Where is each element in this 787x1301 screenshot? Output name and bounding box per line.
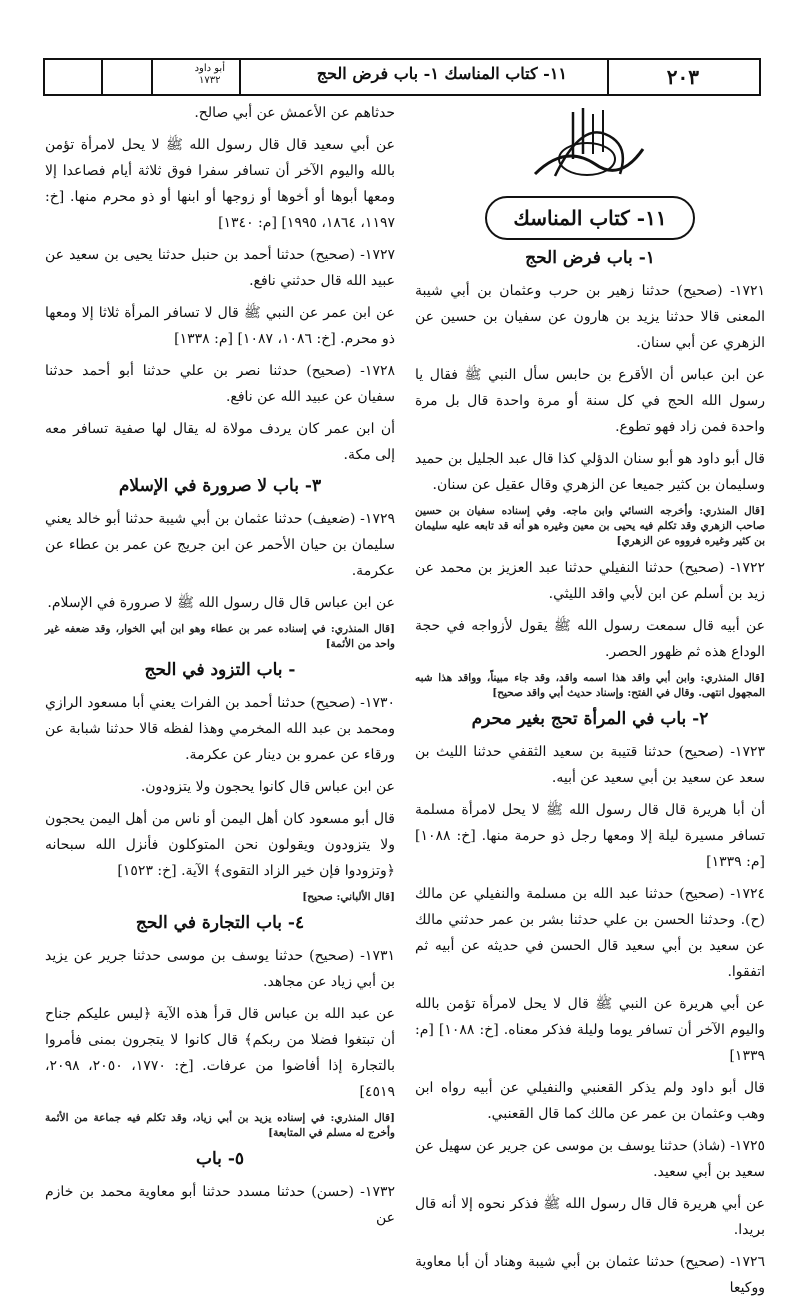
left-column-body [45, 100, 395, 1231]
left-column [45, 100, 395, 1226]
section-heading: ٤- باب التجارة في الحج [135, 913, 305, 933]
header-cell-book [239, 60, 607, 94]
hadith-paragraph: قال أبو داود ولم يذكر القعنبي والنفيلي عن أبيه رواه ابن وهب وعثمان بن عمر عن مالك كما قال القعنبي. [415, 1080, 765, 1122]
hadith-paragraph: ١٧٢٣- (صحيح) حدثنا قتيبة بن سعيد الثقفي حدثنا الليث بن سعد عن سعيد بن أبي سعيد عن أبيه. [415, 744, 765, 786]
hadith-paragraph: ١٧٣٠- (صحيح) حدثنا أحمد بن الفرات يعني أبا مسعود الرازي ومحمد بن عبد الله المخرمي وهذا لفظه قالا حدثنا شبابة عن ورقاء عن عمرو بن دينار عن عكرمة. [45, 695, 395, 763]
section-heading: ١- باب فرض الحج [525, 248, 655, 268]
book-title: ١١- كتاب المناسك [485, 196, 695, 240]
hadith-paragraph: ١٧٢٤- (صحيح) حدثنا عبد الله بن مسلمة والنفيلي عن مالك (ح). وحدثنا الحسن بن علي حدثنا بشر بن عمر حدثني مالك عن سعيد بن أبي سعيد قال الحسن في حديثه عن أبيه ثم اتفقوا. [415, 886, 765, 980]
hadith-paragraph: أن أبا هريرة قال قال رسول الله ﷺ لا يحل لامرأة مسلمة تسافر مسيرة ليلة إلا ومعها رجل ذو حرمة منها. [خ: ١٠٨٨] [م: ١٣٣٩] [415, 802, 765, 870]
hadith-paragraph: حدثاهم عن الأعمش عن أبي صالح. [194, 105, 395, 121]
hadith-paragraph: ١٧٣١- (صحيح) حدثنا يوسف بن موسى حدثنا جرير عن يزيد بن أبي زياد عن مجاهد. [45, 948, 395, 990]
footnote: [قال المنذري: في إسناده يزيد بن أبي زياد، وقد تكلم فيه جماعة من الأئمة وأخرج له مسلم في المتابعة] [45, 1112, 395, 1139]
hadith-paragraph: ١٧٣٢- (حسن) حدثنا مسدد حدثنا أبو معاوية محمد بن خازم عن [45, 1184, 395, 1226]
hadith-paragraph: ١٧٢٩- (ضعيف) حدثنا عثمان بن أبي شيبة حدثنا أبو خالد يعني سليمان بن حيان الأحمر عن ابن جريج عن عمر بن عطاء عن عكرمة. [45, 511, 395, 579]
hadith-paragraph: عن ابن عباس قال قال رسول الله ﷺ لا صرورة في الإسلام. [47, 595, 395, 611]
right-column-body [415, 246, 765, 1301]
hadith-paragraph: عن عبد الله بن عباس قال قرأ هذه الآية ﴿ليس عليكم جناح أن تبتغوا فضلا من ربكم﴾ قال كانوا لا يتجرون بمنى فأمروا بالتجارة إذا أفاضوا من عرفات. [خ: ١٧٧٠، ٢٠٥٠، ٢٠٩٨، ٤٥١٩] [45, 1006, 395, 1100]
basmala-calligraphy-icon [525, 104, 655, 190]
hadith-paragraph: عن أبي هريرة قال قال رسول الله ﷺ فذكر نحوه إلا أنه قال بريدا. [415, 1196, 765, 1238]
book-chapter-line: ١١- كتاب المناسك ١- باب فرض الحج [316, 64, 567, 83]
section-heading: - باب التزود في الحج [144, 660, 296, 680]
footnote: [قال المنذري: في إسناده عمر بن عطاء وهو ابن أبي الخوار، وقد ضعفه غير واحد من الأئمة] [45, 623, 395, 650]
abu-dawud-label: أبو داود [194, 63, 225, 74]
hadith-paragraph: ١٧٢٢- (صحيح) حدثنا النفيلي حدثنا عبد العزيز بن محمد عن زيد بن أسلم عن ابن لأبي واقد الليثي. [415, 560, 765, 602]
header-cell-page [607, 60, 759, 94]
hadith-paragraph: عن أبي سعيد قال قال رسول الله ﷺ لا يحل لامرأة تؤمن بالله واليوم الآخر أن تسافر سفرا فوق ثلاثة أيام فصاعدا إلا ومعها أبوها أو أخوها أو زوجها أو ابنها أو ذو محرم منها. [خ: ١١٩٧، ١٨٦٤، ١٩٩٥] [م: ١٣٤٠] [45, 137, 395, 231]
section-heading: ٣- باب لا صرورة في الإسلام [118, 476, 322, 496]
hadith-paragraph: ١٧٢٧- (صحيح) حدثنا أحمد بن حنبل حدثنا يحيى بن سعيد عن عبيد الله قال حدثني نافع. [45, 247, 395, 289]
seal-area [415, 100, 765, 192]
hadith-paragraph: ١٧٢١- (صحيح) حدثنا زهير بن حرب وعثمان بن أبي شيبة المعنى قالا حدثنا يزيد بن هارون عن سفيان بن حسين عن الزهري عن أبي سنان. [415, 283, 765, 351]
hadith-paragraph: عن أبي هريرة عن النبي ﷺ قال لا يحل لامرأة تؤمن بالله واليوم الآخر أن تسافر يوما وليلة فذكر معناه. [خ: ١٠٨٨] [م: ١٣٣٩] [415, 996, 765, 1064]
page-header [43, 58, 761, 96]
hadith-paragraph: عن ابن عمر عن النبي ﷺ قال لا تسافر المرأة ثلاثا إلا ومعها ذو محرم. [خ: ١٠٨٦، ١٠٨٧] [م: ١٣٣٨] [45, 305, 395, 347]
abu-dawud-ref [195, 63, 225, 87]
page-number: ٢٠٣ [666, 65, 699, 89]
hadith-paragraph: عن ابن عباس أن الأقرع بن حابس سأل النبي ﷺ فقال يا رسول الله الحج في كل سنة أو مرة واحدة قال بل مرة واحدة فمن زاد فهو تطوع. [415, 367, 765, 435]
hadith-paragraph: ١٧٢٦- (صحيح) حدثنا عثمان بن أبي شيبة وهناد أن أبا معاوية ووكيعا [415, 1254, 765, 1296]
footnote: [قال المنذري: وأخرجه النسائي وابن ماجه. وفي إسناده سفيان بن حسين صاحب الزهري وقد تكلم فيه يحيى بن معين وغيره هو أنه قد تابعه عليه سليمان بن كثير وغيره فرووه عن الزهري] [415, 505, 765, 547]
hadith-paragraph: ١٧٢٨- (صحيح) حدثنا نصر بن علي حدثنا أبو أحمد حدثنا سفيان عن عبيد الله عن نافع. [45, 363, 395, 405]
section-heading: ٥- باب [195, 1149, 245, 1169]
hadith-paragraph: قال أبو مسعود كان أهل اليمن أو ناس من أهل اليمن يحجون ولا يتزودون ويقولون نحن المتوكلون فأنزل الله سبحانه ﴿وتزودوا فإن خير الزاد التقوى﴾ الآية. [خ: ١٥٢٣] [45, 811, 395, 879]
abu-dawud-number: ١٧٣٢ [199, 75, 221, 86]
header-cell-blank-1 [101, 60, 151, 94]
hadith-paragraph: أن ابن عمر كان يردف مولاة له يقال لها صفية تسافر معه إلى مكة. [45, 421, 395, 463]
right-column [415, 100, 765, 1296]
hadith-paragraph: عن أبيه قال سمعت رسول الله ﷺ يقول لأزواجه في حجة الوداع هذه ثم ظهور الحصر. [415, 618, 765, 660]
hadith-paragraph: ١٧٢٥- (شاذ) حدثنا يوسف بن موسى عن جرير عن سهيل عن سعيد بن أبي سعيد. [415, 1138, 765, 1180]
footnote: [قال الألباني: صحيح] [302, 891, 395, 903]
hadith-paragraph: عن ابن عباس قال كانوا يحجون ولا يتزودون. [140, 779, 395, 795]
footnote: [قال المنذري: وابن أبي واقد هذا اسمه واقد، وقد جاء مبيناً، وواقد هذا شبه المجهول انتهى. وقال في الفتح: وإسناد حديث أبي واقد صحيح] [415, 672, 765, 699]
hadith-paragraph: قال أبو داود هو أبو سنان الدؤلي كذا قال عبد الجليل بن حميد وسليمان بن كثير جميعا عن الزهري وقال عقيل عن سنان. [415, 451, 765, 493]
section-heading: ٢- باب في المرأة تحج بغير محرم [471, 709, 709, 729]
header-cell-abu-dawud [151, 60, 239, 94]
